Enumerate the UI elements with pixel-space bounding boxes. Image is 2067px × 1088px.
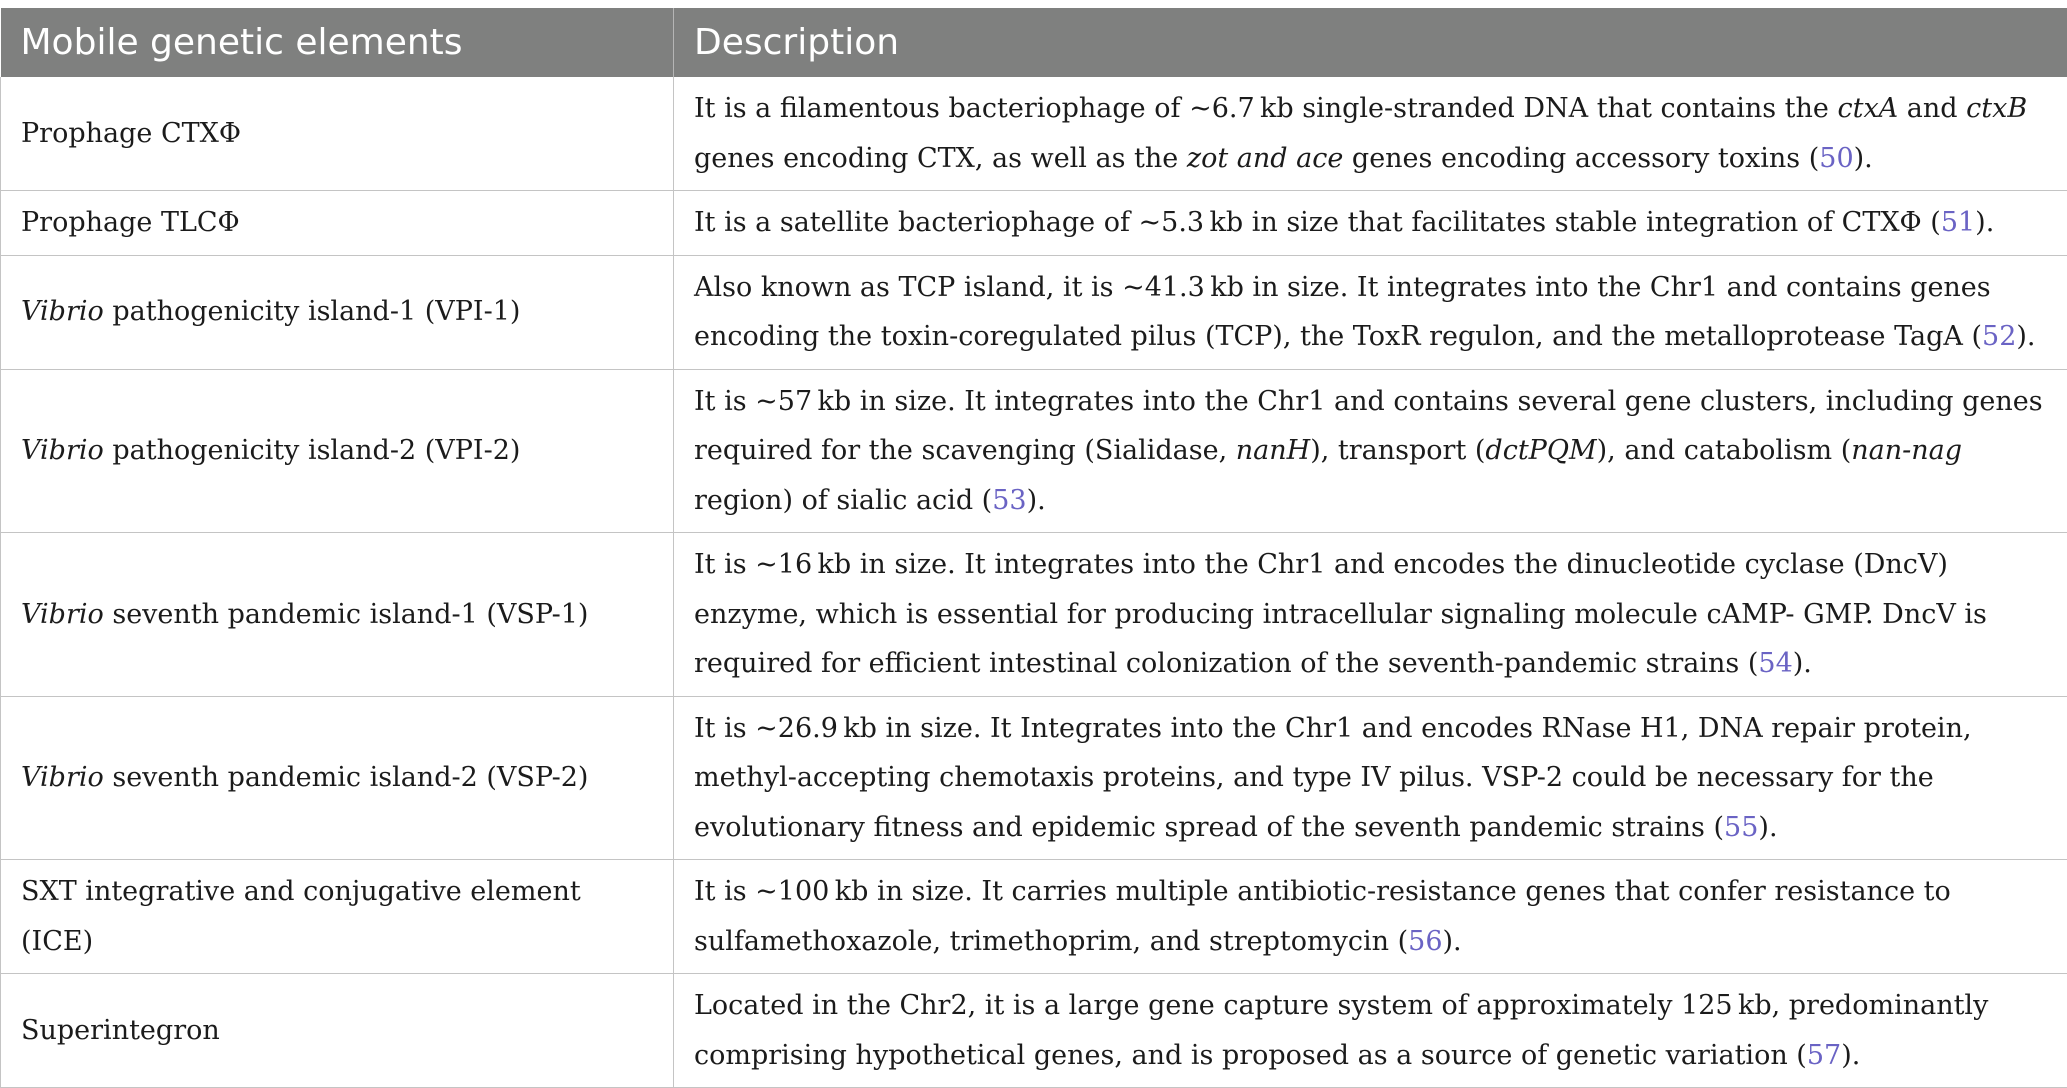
mobile-genetic-elements-table [0,8,2067,1088]
element-name-cell: SXT integrative and conjugative element (ICE) [1,860,674,974]
reference-link[interactable]: 51 [1941,207,1975,238]
header-cell-description: Description [674,8,2067,77]
text-segment: seventh pandemic island-1 (VSP-1) [104,599,589,630]
italic-text: zot and ace [1187,143,1343,174]
italic-text: ctxA [1837,93,1898,124]
description-cell [674,696,2067,860]
text-segment: seventh pandemic island-2 (VSP-2) [104,762,589,793]
element-name-cell [1,696,674,860]
text-segment: It is ~100 kb in size. It carries multiple antibiotic-resistance genes that confer resistance to sulfamethoxazole, trimethoprim, and streptomycin ( [694,876,1951,957]
italic-text: dctPQM [1485,435,1596,466]
text-segment: ). [1975,207,1994,238]
text-segment: region) of sialic acid ( [694,485,992,516]
text-segment: It is ~26.9 kb in size. It Integrates into the Chr1 and encodes RNase H1, DNA repair protein, methyl-accepting chemotaxis proteins, and type IV pilus. VSP-2 could be necessary for the evolutionary fitness and epidemic spread of the seventh pandemic strains ( [694,713,1972,843]
text-segment: ), transport ( [1310,435,1485,466]
table-row [1,191,2067,256]
header-cell-elements: Mobile genetic elements [1,8,674,77]
element-name-cell: Prophage TLCΦ [1,191,674,256]
element-name-cell: Superintegron [1,974,674,1088]
italic-text: Vibrio [21,296,104,327]
description-cell [674,860,2067,974]
text-segment: ). [1854,143,1873,174]
table-row [1,860,2067,974]
text-segment: Also known as TCP island, it is ~41.3 kb in size. It integrates into the Chr1 and contains genes encoding the toxin-coregulated pilus (TCP), the ToxR regulon, and the metalloprotease TagA ( [694,272,1991,353]
text-segment: ). [1758,812,1777,843]
reference-link[interactable]: 54 [1758,648,1792,679]
text-segment: pathogenicity island-2 (VPI-2) [104,435,521,466]
text-segment: genes encoding CTX, as well as the [694,143,1187,174]
text-segment: Located in the Chr2, it is a large gene capture system of approximately 125 kb, predominantly comprising hypothetical genes, and is proposed as a source of genetic variation ( [694,990,1988,1071]
italic-text: ctxB [1966,93,2027,124]
description-cell [674,191,2067,256]
text-segment: It is ~16 kb in size. It integrates into the Chr1 and encodes the dinucleotide cyclase (DncV) enzyme, which is essential for producing intracellular signaling molecule cAMP- GMP. DncV is required for efficient intestinal colonization of the seventh-pandemic strains ( [694,549,1987,679]
text-segment: It is ~57 kb in size. It integrates into the Chr1 and contains several gene clusters, including genes required for the scavenging (Sialidase, [694,386,2043,467]
reference-link[interactable]: 53 [992,485,1026,516]
reference-link[interactable]: 57 [1807,1040,1841,1071]
description-cell [674,255,2067,369]
reference-link[interactable]: 52 [1982,321,2016,352]
text-segment: ), and catabolism ( [1597,435,1852,466]
description-cell [674,77,2067,191]
text-segment: It is a filamentous bacteriophage of ~6.7 kb single-stranded DNA that contains the [694,93,1837,124]
table-row [1,255,2067,369]
italic-text: Vibrio [21,435,104,466]
text-segment: ). [1027,485,1046,516]
element-name-cell [1,369,674,533]
header-row [1,8,2067,77]
text-segment: ). [1841,1040,1860,1071]
text-segment: ). [1793,648,1812,679]
table-row [1,77,2067,191]
italic-text: Vibrio [21,762,104,793]
text-segment: pathogenicity island-1 (VPI-1) [104,296,521,327]
element-name-cell: Prophage CTXΦ [1,77,674,191]
table-row [1,533,2067,697]
description-cell [674,369,2067,533]
element-name-cell [1,255,674,369]
description-cell [674,533,2067,697]
text-segment: ). [1443,926,1462,957]
italic-text: nanH [1236,435,1310,466]
text-segment: genes encoding accessory toxins ( [1343,143,1819,174]
description-cell [674,974,2067,1088]
italic-text: Vibrio [21,599,104,630]
data-table-container [0,8,2067,1088]
table-row [1,696,2067,860]
element-name-cell [1,533,674,697]
italic-text: nan-nag [1851,435,1962,466]
text-segment: ). [2016,321,2035,352]
table-row [1,369,2067,533]
text-segment: It is a satellite bacteriophage of ~5.3 kb in size that facilitates stable integration of CTXΦ ( [694,207,1941,238]
text-segment: and [1898,93,1966,124]
table-header [1,8,2067,77]
reference-link[interactable]: 56 [1408,926,1442,957]
table-body [1,77,2067,1088]
reference-link[interactable]: 55 [1724,812,1758,843]
table-row [1,974,2067,1088]
reference-link[interactable]: 50 [1819,143,1853,174]
